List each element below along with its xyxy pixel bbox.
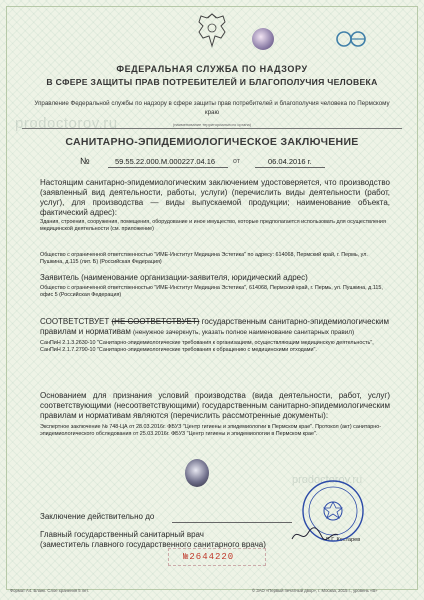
footer-left: Формат А4. Бланк. Слое хранения 5 лет. — [10, 588, 89, 593]
validity-label: Заключение действительно до — [40, 512, 155, 521]
number-underline — [108, 167, 228, 168]
conformity-statement — [40, 317, 390, 338]
department-name: Управление Федеральной службы по надзору в сфере защиты прав потребителей и благополучия человека по Пермскому краю — [34, 100, 390, 116]
signer-subtitle: (заместитель главного государственного санитарного врача) — [40, 540, 266, 549]
document-title: САНИТАРНО-ЭПИДЕМИОЛОГИЧЕСКОЕ ЗАКЛЮЧЕНИЕ — [65, 136, 359, 148]
sanitary-rules: СанПиН 2.1.3.2630-10 "Санитарно-эпидемиологические требования к организациям, осуществляющим медицинскую деятельность", СанПиН 2.1.7.2790-10 "Санитарно-эпидемиологические требования к обращению с медицинскими отходами". — [40, 340, 374, 353]
signature-icon — [290, 525, 340, 545]
applicant-address: Общество с ограниченной ответственностью "ИМЕ-Институт Медицина Эстетика", 614068, Пермский край, г. Пермь, ул. Пушкина, д.115, офис 5 (Российская Федерация) — [40, 285, 383, 298]
agency-logo-icon — [335, 30, 369, 48]
applicant-heading: Заявитель (наименование организации-заявителя, юридический адрес) — [40, 273, 308, 282]
conformity-rest: государственным санитарно-эпидемиологическим правилам и нормативам — [40, 317, 390, 336]
agency-name-line2: В СФЕРЕ ЗАЩИТЫ ПРАВ ПОТРЕБИТЕЛЕЙ И БЛАГОПОЛУЧИЯ ЧЕЛОВЕКА — [46, 77, 378, 87]
hologram-sticker — [252, 28, 274, 50]
coat-of-arms-icon — [195, 12, 229, 48]
conformity-hint: (ненужное зачеркнуть, указать полное наименование санитарных правил) — [133, 329, 355, 336]
organization-address: Общество с ограниченной ответственностью "ИМЕ-Институт Медицина Эстетика" по адресу: 614068, Пермский край, г. Пермь, ул. Пушкина, д.115 (лит. Б) (Российская Федерация) — [40, 252, 368, 265]
watermark-left: prodoctorov.ru — [15, 115, 118, 132]
department-caption: (наименование территориального органа) — [172, 122, 252, 127]
certificate-date: 06.04.2016 г. — [268, 157, 312, 166]
document-body — [40, 178, 390, 438]
signer-title: Главный государственный санитарный врач — [40, 530, 204, 539]
basis-text: Экспертное заключение № 748-ЦА от 28.03.2016г. ФБУЗ "Центр гигиены и эпидемиологии в Пермском крае". Протокол (акт) санитарно-эпидемиологического обследования от 25.03.2016г. ФБУЗ "Центр гигиены и эпидемиологии в Пермском крае". — [40, 424, 382, 437]
activity-text: Здания, строения, сооружения, помещения, оборудование и иное имущество, которые предполагается использовать для осуществления медицинской деятельности (см. приложение) — [40, 219, 386, 232]
agency-name-line1: ФЕДЕРАЛЬНАЯ СЛУЖБА ПО НАДЗОРУ — [116, 64, 308, 74]
validity-underline — [172, 522, 292, 523]
date-from-label: от — [233, 158, 240, 165]
watermark-right: prodoctorov.ru — [292, 474, 363, 486]
footer-right: © ЗАО «Первый печатный двор», г. Москва, 2015 г., уровень «В» — [252, 588, 378, 593]
number-sign: № — [80, 156, 90, 166]
serial-number: №2644220 — [183, 552, 235, 562]
hologram-sticker-center — [185, 459, 209, 487]
date-underline — [255, 167, 325, 168]
intro-paragraph: Настоящим санитарно-эпидемиологическим заключением удостоверяется, что производство (заявленный вид деятельности, работы, услуги) (перечислить виды деятельности (работ, услуг), для производства — виды выпускаемой продукции; наименование объекта, фактический адрес): — [40, 178, 390, 217]
certificate-number: 59.55.22.000.М.000227.04.16 — [115, 157, 216, 166]
signer-name: В.Г. Костарев — [326, 537, 361, 543]
basis-heading: Основанием для признания условий производства (вида деятельности, работ, услуг) соответствующими (несоответствующими) государственным санитарно-эпидемиологическим правилам и нормативам являются (перечислить рассмотренные документы): — [40, 391, 390, 420]
conformity-struck: (НЕ СООТВЕТСТВУЕТ) — [111, 317, 200, 326]
conformity-prefix: СООТВЕТСТВУЕТ — [40, 317, 110, 326]
